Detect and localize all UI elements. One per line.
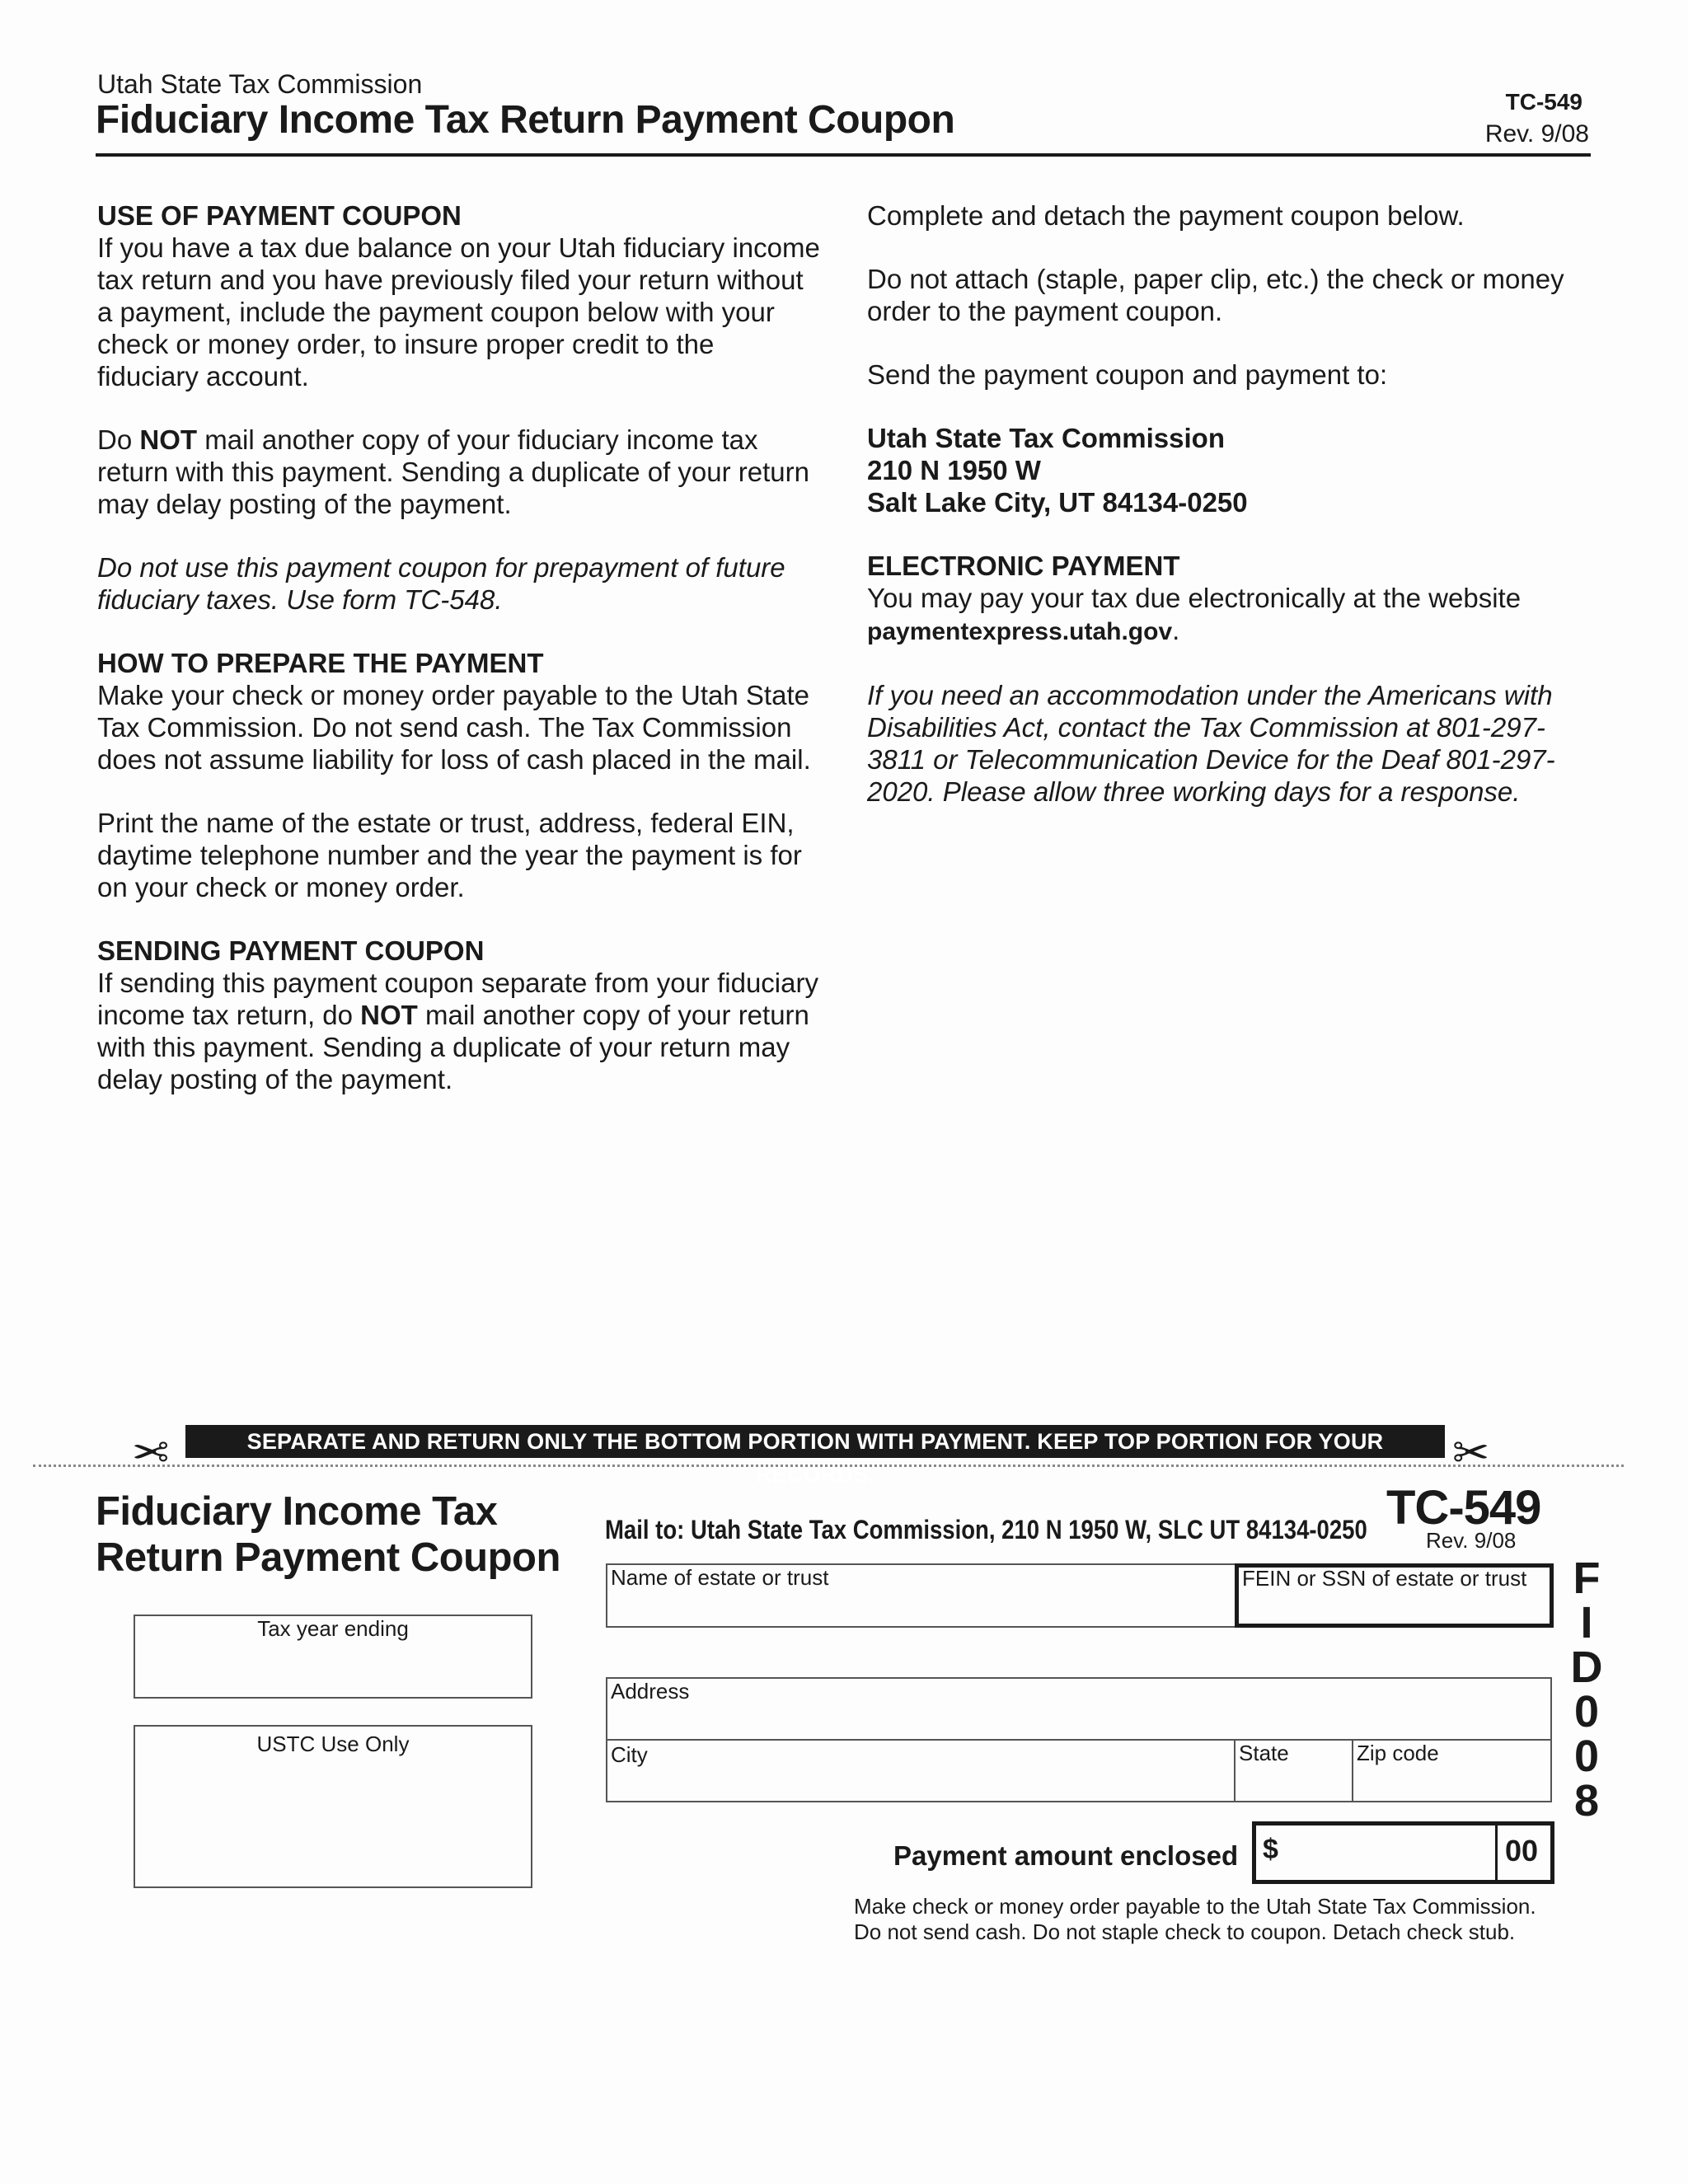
coupon-title-line-2: Return Payment Coupon	[96, 1535, 560, 1580]
city-field[interactable]	[606, 1739, 1236, 1802]
address-label: Address	[611, 1679, 690, 1704]
fid-code	[1566, 1556, 1607, 1823]
do-not-post: mail another copy of your fiduciary income tax return with this payment. Sending a duplicate of your return may delay posting of the payment.	[97, 424, 809, 519]
electronic-heading: ELECTRONIC PAYMENT	[867, 551, 1180, 581]
payment-note-line-1: Make check or money order payable to the Utah State Tax Commission.	[854, 1894, 1536, 1919]
cut-line	[33, 1465, 1624, 1467]
fein-field[interactable]	[1235, 1563, 1554, 1628]
cents-value: 00	[1505, 1834, 1539, 1868]
not-emphasis: NOT	[139, 424, 198, 455]
sending-text	[97, 967, 823, 1095]
state-label: State	[1239, 1741, 1289, 1765]
sending-post: mail another copy of your return with this payment. Sending a duplicate of your return may delay posting of the payment.	[97, 1000, 809, 1094]
ustc-use-only-box	[134, 1725, 532, 1888]
payment-amount-field[interactable]	[1252, 1821, 1554, 1884]
payment-amount-label: Payment amount enclosed	[893, 1840, 1239, 1871]
address-field[interactable]	[606, 1677, 1552, 1741]
separator-banner: SEPARATE AND RETURN ONLY THE BOTTOM PORTION WITH PAYMENT. KEEP TOP PORTION FOR YOUR RECORDS.	[185, 1425, 1445, 1458]
payment-note-line-2: Do not send cash. Do not staple check to coupon. Detach check stub.	[854, 1919, 1516, 1944]
fid-char: 8	[1573, 1776, 1600, 1825]
fid-char: 0	[1573, 1687, 1600, 1736]
coupon-revision: Rev. 9/08	[1426, 1528, 1517, 1553]
sending-pre: If sending this payment coupon separate from your fiduciary income tax return, do	[97, 968, 818, 1030]
payment-note	[854, 1894, 1536, 1945]
zip-code-field[interactable]	[1352, 1739, 1552, 1802]
prepay-note: Do not use this payment coupon for prepayment of future fiduciary taxes. Use form TC-548.	[97, 552, 785, 615]
print-text: Print the name of the estate or trust, address, federal EIN, daytime telephone number and the year the payment is for on your check or money order.	[97, 808, 802, 902]
address-line-1: Utah State Tax Commission	[867, 423, 1225, 453]
mailing-address	[867, 422, 1592, 518]
dollar-sign: $	[1263, 1834, 1278, 1865]
tax-year-label: Tax year ending	[257, 1616, 409, 1641]
scissors-icon: ✂	[132, 1428, 170, 1478]
revision-date: Rev. 9/08	[1484, 120, 1589, 148]
estate-name-label: Name of estate or trust	[611, 1565, 829, 1590]
fid-char: 0	[1573, 1732, 1600, 1781]
attach-text: Do not attach (staple, paper clip, etc.) the check or money order to the payment coupon.	[867, 264, 1564, 326]
sending-heading: SENDING PAYMENT COUPON	[97, 935, 485, 966]
fid-char: I	[1580, 1598, 1593, 1647]
prepare-text: Make your check or money order payable to the Utah State Tax Commission. Do not send cash. The Tax Commission does not assume liability for loss of cash placed in the mail.	[97, 680, 811, 775]
complete-text: Complete and detach the payment coupon below.	[867, 200, 1465, 231]
prepare-heading: HOW TO PREPARE THE PAYMENT	[97, 648, 544, 678]
instructions-right-column	[867, 199, 1592, 839]
city-label: City	[611, 1742, 648, 1767]
payment-website-link[interactable]: paymentexpress.utah.gov	[867, 618, 1173, 645]
fid-char: D	[1570, 1643, 1603, 1692]
ustc-label: USTC Use Only	[256, 1732, 410, 1756]
scissors-icon: ✂	[1452, 1428, 1490, 1478]
fein-label: FEIN or SSN of estate or trust	[1242, 1566, 1527, 1591]
address-line-3: Salt Lake City, UT 84134-0250	[867, 487, 1248, 518]
estate-name-field[interactable]	[606, 1563, 1236, 1628]
coupon-title	[96, 1488, 560, 1581]
tax-year-field[interactable]	[134, 1615, 532, 1699]
electronic-text	[867, 582, 1592, 648]
send-to-text: Send the payment coupon and payment to:	[867, 359, 1388, 390]
mail-to-address: Mail to: Utah State Tax Commission, 210 N 1950 W, SLC UT 84134-0250	[605, 1515, 1367, 1544]
sending-not-emphasis: NOT	[360, 1000, 418, 1030]
form-number: TC-549	[1505, 89, 1582, 115]
agency-name: Utah State Tax Commission	[97, 69, 423, 99]
instructions-left-column	[97, 199, 823, 1127]
fid-char: F	[1573, 1554, 1601, 1603]
zip-label: Zip code	[1357, 1741, 1439, 1765]
state-field[interactable]	[1234, 1739, 1353, 1802]
use-text: If you have a tax due balance on your Utah fiduciary income tax return and you have previously filed your return without a payment, include the payment coupon below with your check or money order, to insure proper credit to the fiduciary account.	[97, 232, 820, 391]
address-line-2: 210 N 1950 W	[867, 455, 1041, 485]
ada-note: If you need an accommodation under the Americans with Disabilities Act, contact the Tax Commission at 801-297-3811 or Telecommunication Device for the Deaf 801-297-2020. Please allow three working days for a response.	[867, 680, 1555, 807]
coupon-form-number: TC-549	[1386, 1481, 1541, 1535]
coupon-title-line-1: Fiduciary Income Tax	[96, 1489, 498, 1534]
do-not-pre: Do	[97, 424, 140, 455]
electronic-sentence: You may pay your tax due electronically at the website	[867, 583, 1522, 613]
page-title: Fiduciary Income Tax Return Payment Coupon	[96, 98, 955, 142]
header-divider	[96, 153, 1591, 157]
do-not-mail-text	[97, 424, 823, 520]
website-period: .	[1172, 615, 1180, 645]
cents-divider	[1495, 1825, 1498, 1880]
use-heading: USE OF PAYMENT COUPON	[97, 200, 462, 231]
